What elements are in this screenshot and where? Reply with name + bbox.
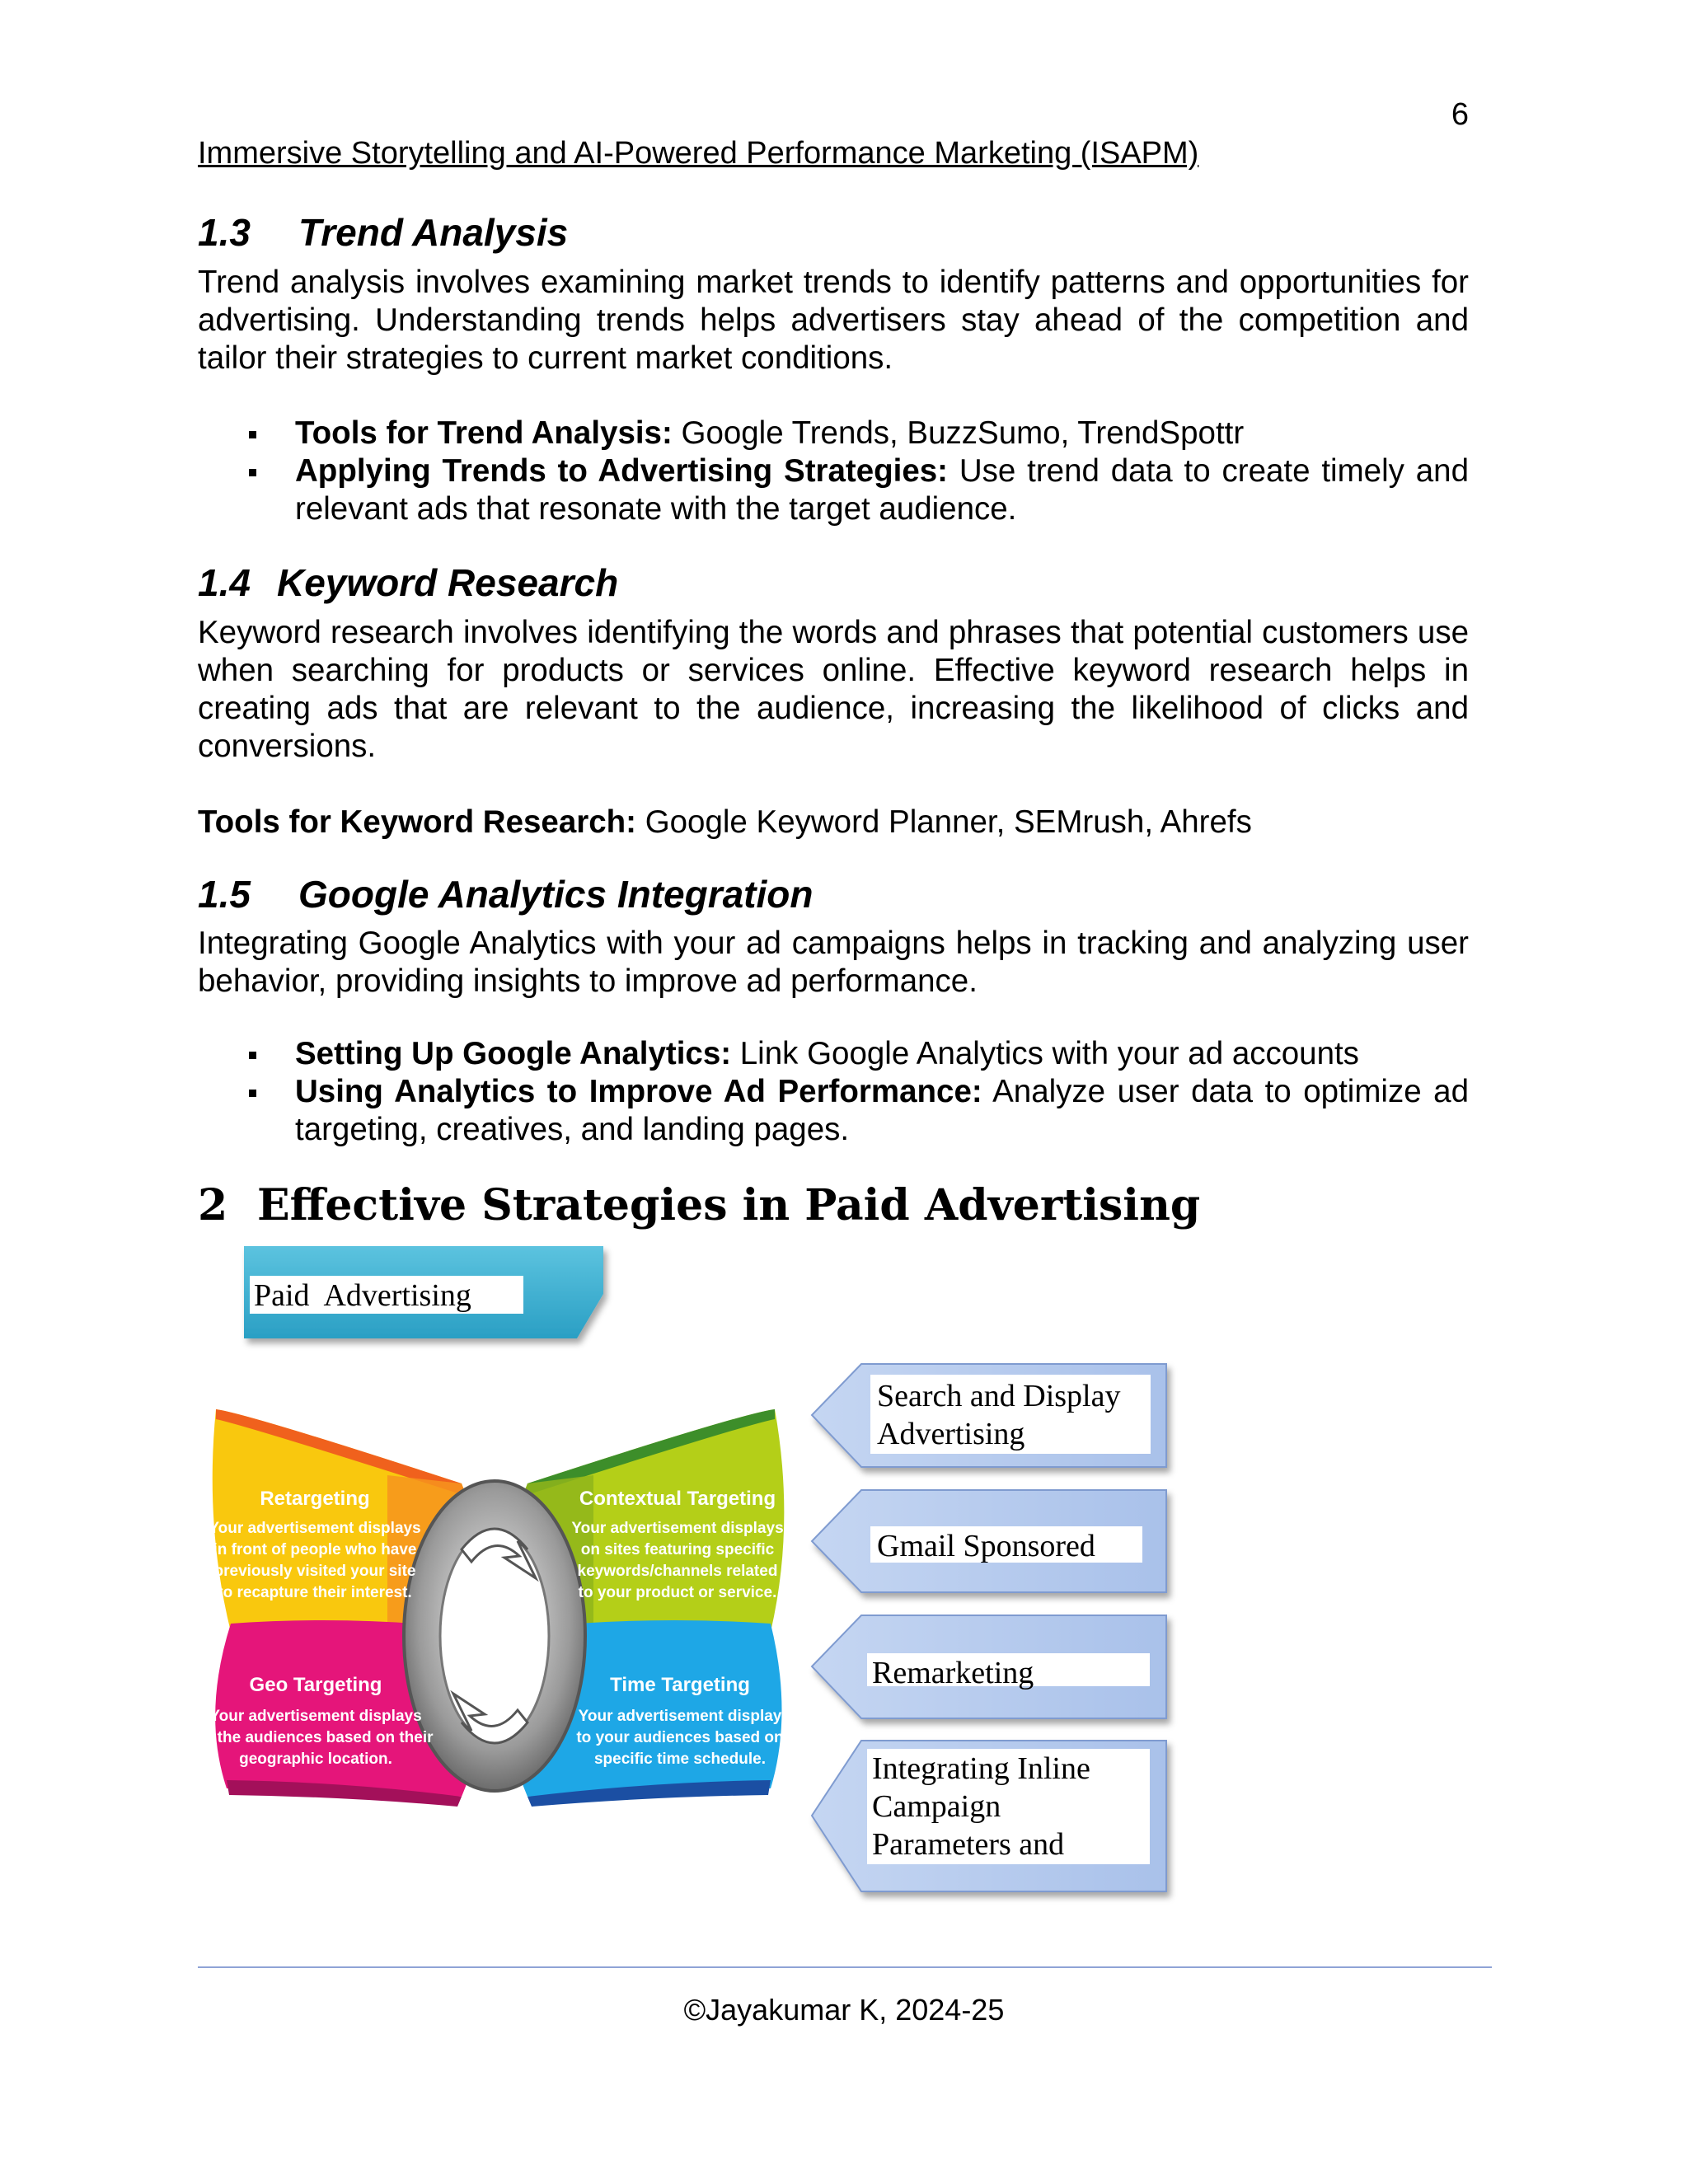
contextual-line: on sites featuring specific (580, 1541, 775, 1558)
arrow-label-line: Search and Display (877, 1379, 1121, 1413)
banner-label: Paid Advertising (254, 1278, 471, 1313)
section-number: 1.4 (198, 561, 251, 604)
retargeting-title: Retargeting (260, 1488, 370, 1510)
keyword-tools-line: Tools for Keyword Research: Google Keyword Planner, SEMrush, Ahrefs (198, 804, 1252, 840)
arrow-label-line: Advertising (877, 1417, 1025, 1451)
list-item: Setting Up Google Analytics: Link Google Analytics with your ad accounts (198, 1035, 1469, 1073)
section-number: 1.3 (198, 211, 251, 254)
geo-title: Geo Targeting (249, 1674, 382, 1696)
list-item: Using Analytics to Improve Ad Performance: Analyze user data to optimize ad targeting, creatives, and landing pages. (198, 1073, 1469, 1149)
running-header: Immersive Storytelling and AI-Powered Performance Marketing (ISAPM) (198, 136, 1199, 171)
page-number: 6 (1451, 97, 1469, 132)
time-line: Your advertisement display (578, 1708, 782, 1725)
trend-paragraph: Trend analysis involves examining market trends to identify patterns and opportunities for advertising. Understanding trends helps advertisers stay ahead of the competition and tailor their strategies to current market conditions. (198, 265, 1469, 376)
contextual-title: Contextual Targeting (579, 1488, 776, 1510)
section-title: Keyword Research (277, 561, 619, 604)
retargeting-line: to recapture their interest. (218, 1584, 412, 1601)
contextual-line: keywords/channels related (577, 1563, 778, 1580)
geo-line: geographic location. (239, 1750, 392, 1768)
retargeting-line: in front of people who have (213, 1541, 417, 1558)
chapter-number: 2 (198, 1180, 228, 1230)
arrow-label-line: Parameters and (872, 1827, 1065, 1862)
analytics-paragraph: Integrating Google Analytics with your ad campaigns helps in tracking and analyzing user behavior, providing insights to improve ad performance. (198, 926, 1469, 999)
time-title: Time Targeting (610, 1674, 750, 1696)
arrow-label-line: Campaign (872, 1789, 1001, 1824)
retargeting-line: previously visited your site (213, 1563, 416, 1580)
footer-divider (198, 1966, 1492, 1968)
geo-line: Your advertisement displays (209, 1708, 422, 1725)
section-number: 1.5 (198, 873, 251, 916)
arrow-label-line: Remarketing (872, 1656, 1034, 1690)
geo-line: to the audiences based on their (198, 1729, 434, 1746)
chapter-title: Effective Strategies in Paid Advertising (257, 1180, 1201, 1230)
arrow-label-line: Gmail Sponsored (877, 1529, 1095, 1563)
arrow-label-line: Integrating Inline (872, 1751, 1090, 1786)
section-title: Trend Analysis (298, 211, 569, 254)
contextual-line: Your advertisement displays (571, 1520, 784, 1537)
contextual-line: to your product or service. (578, 1584, 777, 1601)
footer-copyright: ©Jayakumar K, 2024-25 (683, 1993, 1005, 2027)
time-line: specific time schedule. (593, 1750, 767, 1768)
retargeting-line: Your advertisement displays (209, 1520, 421, 1537)
time-line: to your audiences based on (576, 1729, 784, 1746)
section-title: Google Analytics Integration (298, 873, 814, 916)
list-item: Tools for Trend Analysis: Google Trends, BuzzSumo, TrendSpottr (198, 415, 1469, 452)
keyword-paragraph: Keyword research involves identifying the words and phrases that potential customers use when searching for products or services online. Effective keyword research helps in creating ads that are relevant to the audience, increasing the likelihood of clicks and conversions. (198, 615, 1469, 764)
list-item: Applying Trends to Advertising Strategies: Use trend data to create timely and relevant ads that resonate with the target audience. (198, 452, 1469, 528)
